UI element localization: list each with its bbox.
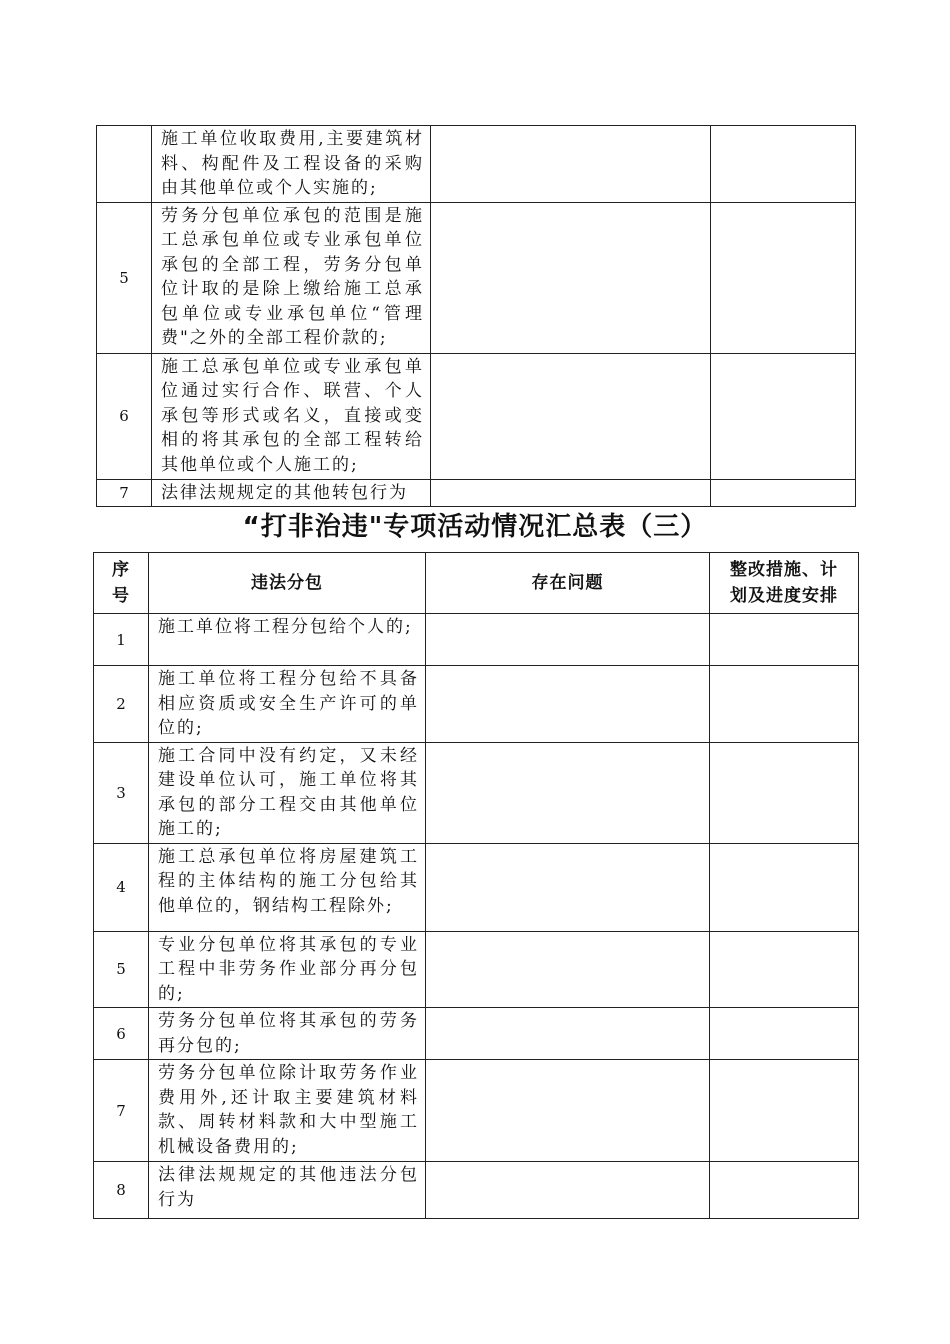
table-row bbox=[97, 202, 856, 353]
issue-cell[interactable] bbox=[426, 614, 710, 666]
row-text: 施工总承包单位或专业承包单位通过实行合作、联营、个人承包等形式或名义，直接或变相的将其承包的全部工程转给其他单位或个人施工的; bbox=[152, 353, 431, 479]
row-text: 劳务分包单位承包的范围是施工总承包单位或专业承包单位承包的全部工程，劳务分包单位计取的是除上缴给施工总承包单位或专业承包单位“管理费"之外的全部工程价款的; bbox=[152, 202, 431, 353]
row-number: 7 bbox=[97, 479, 152, 507]
row-number: 3 bbox=[94, 742, 149, 843]
header-category: 违法分包 bbox=[149, 553, 426, 614]
issue-cell[interactable] bbox=[431, 126, 711, 203]
table-row bbox=[94, 1060, 859, 1162]
row-text: 劳务分包单位将其承包的劳务再分包的; bbox=[149, 1008, 426, 1060]
header-issue: 存在问题 bbox=[426, 553, 710, 614]
table-row bbox=[94, 742, 859, 843]
row-text: 专业分包单位将其承包的专业工程中非劳务作业部分再分包的; bbox=[149, 931, 426, 1008]
table-row bbox=[97, 126, 856, 203]
continued-table bbox=[96, 125, 856, 507]
table-row bbox=[94, 666, 859, 743]
table-row bbox=[97, 353, 856, 479]
row-number bbox=[97, 126, 152, 203]
row-text: 施工合同中没有约定，又未经建设单位认可，施工单位将其承包的部分工程交由其他单位施工的; bbox=[149, 742, 426, 843]
plan-cell[interactable] bbox=[710, 666, 859, 743]
issue-cell[interactable] bbox=[431, 202, 711, 353]
row-number: 5 bbox=[97, 202, 152, 353]
table-row bbox=[94, 1008, 859, 1060]
row-text: 施工总承包单位将房屋建筑工程的主体结构的施工分包给其他单位的，钢结构工程除外; bbox=[149, 843, 426, 931]
header-plan: 整改措施、计划及进度安排 bbox=[710, 553, 859, 614]
issue-cell[interactable] bbox=[426, 666, 710, 743]
plan-cell[interactable] bbox=[710, 614, 859, 666]
plan-cell[interactable] bbox=[711, 126, 856, 203]
plan-cell[interactable] bbox=[710, 1060, 859, 1162]
issue-cell[interactable] bbox=[426, 742, 710, 843]
plan-cell[interactable] bbox=[710, 742, 859, 843]
header-number: 序号 bbox=[94, 553, 149, 614]
header-row bbox=[94, 553, 859, 614]
table-row bbox=[94, 614, 859, 666]
row-text: 法律法规规定的其他转包行为 bbox=[152, 479, 431, 507]
row-number: 4 bbox=[94, 843, 149, 931]
row-text: 施工单位收取费用,主要建筑材料、构配件及工程设备的采购由其他单位或个人实施的; bbox=[152, 126, 431, 203]
plan-cell[interactable] bbox=[710, 1008, 859, 1060]
plan-cell[interactable] bbox=[711, 353, 856, 479]
row-number: 1 bbox=[94, 614, 149, 666]
table-row bbox=[94, 931, 859, 1008]
issue-cell[interactable] bbox=[431, 353, 711, 479]
table-row bbox=[94, 1162, 859, 1219]
row-text: 劳务分包单位除计取劳务作业费用外,还计取主要建筑材料款、周转材料款和大中型施工机械设备费用的; bbox=[149, 1060, 426, 1162]
summary-title: “打非治违"专项活动情况汇总表（三） bbox=[242, 512, 708, 542]
row-text: 施工单位将工程分包给不具备相应资质或安全生产许可的单位的; bbox=[149, 666, 426, 743]
illegal-subcontracting-table bbox=[93, 552, 859, 1219]
issue-cell[interactable] bbox=[431, 479, 711, 507]
issue-cell[interactable] bbox=[426, 843, 710, 931]
plan-cell[interactable] bbox=[710, 931, 859, 1008]
plan-cell[interactable] bbox=[710, 1162, 859, 1219]
issue-cell[interactable] bbox=[426, 1060, 710, 1162]
issue-cell[interactable] bbox=[426, 931, 710, 1008]
row-number: 8 bbox=[94, 1162, 149, 1219]
table-row bbox=[94, 843, 859, 931]
issue-cell[interactable] bbox=[426, 1008, 710, 1060]
plan-cell[interactable] bbox=[711, 202, 856, 353]
issue-cell[interactable] bbox=[426, 1162, 710, 1219]
table-row bbox=[97, 479, 856, 507]
row-number: 7 bbox=[94, 1060, 149, 1162]
plan-cell[interactable] bbox=[711, 479, 856, 507]
row-text: 施工单位将工程分包给个人的; bbox=[149, 614, 426, 666]
row-number: 6 bbox=[97, 353, 152, 479]
row-text: 法律法规规定的其他违法分包行为 bbox=[149, 1162, 426, 1219]
row-number: 6 bbox=[94, 1008, 149, 1060]
row-number: 5 bbox=[94, 931, 149, 1008]
plan-cell[interactable] bbox=[710, 843, 859, 931]
row-number: 2 bbox=[94, 666, 149, 743]
